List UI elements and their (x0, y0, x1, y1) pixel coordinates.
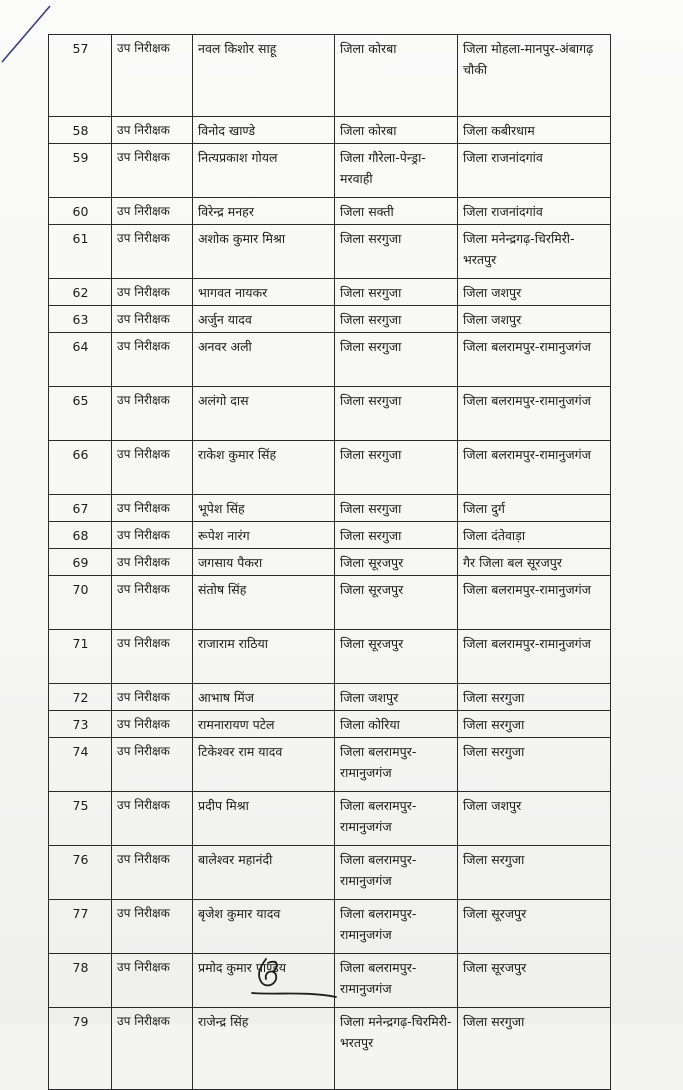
to-district-cell: जिला सरगुजा (458, 738, 611, 792)
table-row (49, 225, 611, 279)
serial-number: 78 (49, 954, 112, 1008)
serial-number: 71 (49, 630, 112, 684)
serial-number: 76 (49, 846, 112, 900)
serial-number: 72 (49, 684, 112, 711)
to-district-cell: जिला दुर्ग (458, 495, 611, 522)
rank-cell: उप निरीक्षक (112, 630, 193, 684)
to-district-cell: जिला दंतेवाड़ा (458, 522, 611, 549)
from-district-cell: जिला सूरजपुर (335, 549, 458, 576)
table-row (49, 900, 611, 954)
serial-number: 75 (49, 792, 112, 846)
name-cell: विरेन्द्र मनहर (193, 198, 335, 225)
rank-cell: उप निरीक्षक (112, 846, 193, 900)
from-district-cell: जिला कोरबा (335, 117, 458, 144)
from-district-cell: जिला गौरेला-पेन्ड्रा-मरवाही (335, 144, 458, 198)
serial-number: 67 (49, 495, 112, 522)
name-cell: प्रदीप मिश्रा (193, 792, 335, 846)
from-district-cell: जिला सरगुजा (335, 387, 458, 441)
to-district-cell: जिला बलरामपुर-रामानुजगंज (458, 441, 611, 495)
rank-cell: उप निरीक्षक (112, 900, 193, 954)
serial-number: 62 (49, 279, 112, 306)
name-cell: अलंगो दास (193, 387, 335, 441)
from-district-cell: जिला सरगुजा (335, 279, 458, 306)
transfer-table (48, 34, 611, 1090)
to-district-cell: जिला जशपुर (458, 792, 611, 846)
serial-number: 73 (49, 711, 112, 738)
serial-number: 68 (49, 522, 112, 549)
to-district-cell: जिला बलरामपुर-रामानुजगंज (458, 576, 611, 630)
name-cell: भूपेश सिंह (193, 495, 335, 522)
name-cell: बालेश्वर महानंदी (193, 846, 335, 900)
table-row (49, 792, 611, 846)
rank-cell: उप निरीक्षक (112, 522, 193, 549)
table-row (49, 684, 611, 711)
table-row (49, 630, 611, 684)
serial-number: 66 (49, 441, 112, 495)
serial-number: 64 (49, 333, 112, 387)
to-district-cell: जिला राजनांदगांव (458, 198, 611, 225)
name-cell: विनोद खाण्डे (193, 117, 335, 144)
name-cell: जगसाय पैकरा (193, 549, 335, 576)
serial-number: 61 (49, 225, 112, 279)
to-district-cell: जिला सरगुजा (458, 684, 611, 711)
table-row (49, 549, 611, 576)
to-district-cell: जिला सरगुजा (458, 846, 611, 900)
name-cell: अशोक कुमार मिश्रा (193, 225, 335, 279)
table-row (49, 441, 611, 495)
from-district-cell: जिला सरगुजा (335, 306, 458, 333)
from-district-cell: जिला सूरजपुर (335, 630, 458, 684)
name-cell: नित्यप्रकाश गोयल (193, 144, 335, 198)
name-cell: अर्जुन यादव (193, 306, 335, 333)
name-cell: राजाराम राठिया (193, 630, 335, 684)
to-district-cell: जिला सरगुजा (458, 1008, 611, 1090)
rank-cell: उप निरीक्षक (112, 117, 193, 144)
from-district-cell: जिला बलरामपुर-रामानुजगंज (335, 846, 458, 900)
table-row (49, 198, 611, 225)
rank-cell: उप निरीक्षक (112, 35, 193, 117)
table-row (49, 846, 611, 900)
name-cell: बृजेश कुमार यादव (193, 900, 335, 954)
serial-number: 77 (49, 900, 112, 954)
name-cell: अनवर अली (193, 333, 335, 387)
to-district-cell: जिला बलरामपुर-रामानुजगंज (458, 387, 611, 441)
from-district-cell: जिला सरगुजा (335, 495, 458, 522)
name-cell: संतोष सिंह (193, 576, 335, 630)
to-district-cell: जिला राजनांदगांव (458, 144, 611, 198)
name-cell: राकेश कुमार सिंह (193, 441, 335, 495)
table-row (49, 387, 611, 441)
table-row (49, 738, 611, 792)
serial-number: 65 (49, 387, 112, 441)
rank-cell: उप निरीक्षक (112, 333, 193, 387)
rank-cell: उप निरीक्षक (112, 441, 193, 495)
serial-number: 57 (49, 35, 112, 117)
rank-cell: उप निरीक्षक (112, 225, 193, 279)
from-district-cell: जिला बलरामपुर-रामानुजगंज (335, 900, 458, 954)
to-district-cell: जिला बलरामपुर-रामानुजगंज (458, 630, 611, 684)
name-cell: भागवत नायकर (193, 279, 335, 306)
serial-number: 59 (49, 144, 112, 198)
table-row (49, 495, 611, 522)
table-row (49, 333, 611, 387)
table-row (49, 1008, 611, 1090)
to-district-cell: जिला सूरजपुर (458, 900, 611, 954)
rank-cell: उप निरीक्षक (112, 387, 193, 441)
table-row (49, 711, 611, 738)
to-district-cell: गैर जिला बल सूरजपुर (458, 549, 611, 576)
serial-number: 69 (49, 549, 112, 576)
signature-icon (246, 953, 346, 1003)
name-cell: नवल किशोर साहू (193, 35, 335, 117)
from-district-cell: जिला जशपुर (335, 684, 458, 711)
from-district-cell: जिला कोरिया (335, 711, 458, 738)
rank-cell: उप निरीक्षक (112, 549, 193, 576)
rank-cell: उप निरीक्षक (112, 495, 193, 522)
table-row (49, 35, 611, 117)
serial-number: 60 (49, 198, 112, 225)
serial-number: 70 (49, 576, 112, 630)
from-district-cell: जिला बलरामपुर-रामानुजगंज (335, 792, 458, 846)
rank-cell: उप निरीक्षक (112, 279, 193, 306)
name-cell: आभाष मिंज (193, 684, 335, 711)
to-district-cell: जिला मनेन्द्रगढ़-चिरमिरी-भरतपुर (458, 225, 611, 279)
from-district-cell: जिला सरगुजा (335, 441, 458, 495)
from-district-cell: जिला कोरबा (335, 35, 458, 117)
from-district-cell: जिला सक्ती (335, 198, 458, 225)
to-district-cell: जिला जशपुर (458, 306, 611, 333)
name-cell: टिकेश्वर राम यादव (193, 738, 335, 792)
to-district-cell: जिला बलरामपुर-रामानुजगंज (458, 333, 611, 387)
rank-cell: उप निरीक्षक (112, 1008, 193, 1090)
rank-cell: उप निरीक्षक (112, 576, 193, 630)
rank-cell: उप निरीक्षक (112, 198, 193, 225)
to-district-cell: जिला कबीरधाम (458, 117, 611, 144)
from-district-cell: जिला बलरामपुर-रामानुजगंज (335, 738, 458, 792)
rank-cell: उप निरीक्षक (112, 711, 193, 738)
table-row (49, 144, 611, 198)
to-district-cell: जिला सूरजपुर (458, 954, 611, 1008)
from-district-cell: जिला सूरजपुर (335, 576, 458, 630)
rank-cell: उप निरीक्षक (112, 306, 193, 333)
name-cell: रूपेश नारंग (193, 522, 335, 549)
serial-number: 79 (49, 1008, 112, 1090)
serial-number: 74 (49, 738, 112, 792)
rank-cell: उप निरीक्षक (112, 954, 193, 1008)
to-district-cell: जिला मोहला-मानपुर-अंबागढ़ चौकी (458, 35, 611, 117)
name-cell: रामनारायण पटेल (193, 711, 335, 738)
from-district-cell: जिला सरगुजा (335, 522, 458, 549)
to-district-cell: जिला जशपुर (458, 279, 611, 306)
rank-cell: उप निरीक्षक (112, 738, 193, 792)
rank-cell: उप निरीक्षक (112, 684, 193, 711)
name-cell: प्रमोद कुमार पाण्डेय (193, 954, 335, 1008)
rank-cell: उप निरीक्षक (112, 144, 193, 198)
serial-number: 63 (49, 306, 112, 333)
from-district-cell: जिला मनेन्द्रगढ़-चिरमिरी-भरतपुर (335, 1008, 458, 1090)
table-row (49, 117, 611, 144)
table-row (49, 306, 611, 333)
from-district-cell: जिला सरगुजा (335, 225, 458, 279)
table-row (49, 522, 611, 549)
to-district-cell: जिला सरगुजा (458, 711, 611, 738)
table-row (49, 576, 611, 630)
serial-number: 58 (49, 117, 112, 144)
table-row (49, 279, 611, 306)
rank-cell: उप निरीक्षक (112, 792, 193, 846)
from-district-cell: जिला सरगुजा (335, 333, 458, 387)
from-district-cell: जिला बलरामपुर-रामानुजगंज (335, 954, 458, 1008)
name-cell: राजेन्द्र सिंह (193, 1008, 335, 1090)
